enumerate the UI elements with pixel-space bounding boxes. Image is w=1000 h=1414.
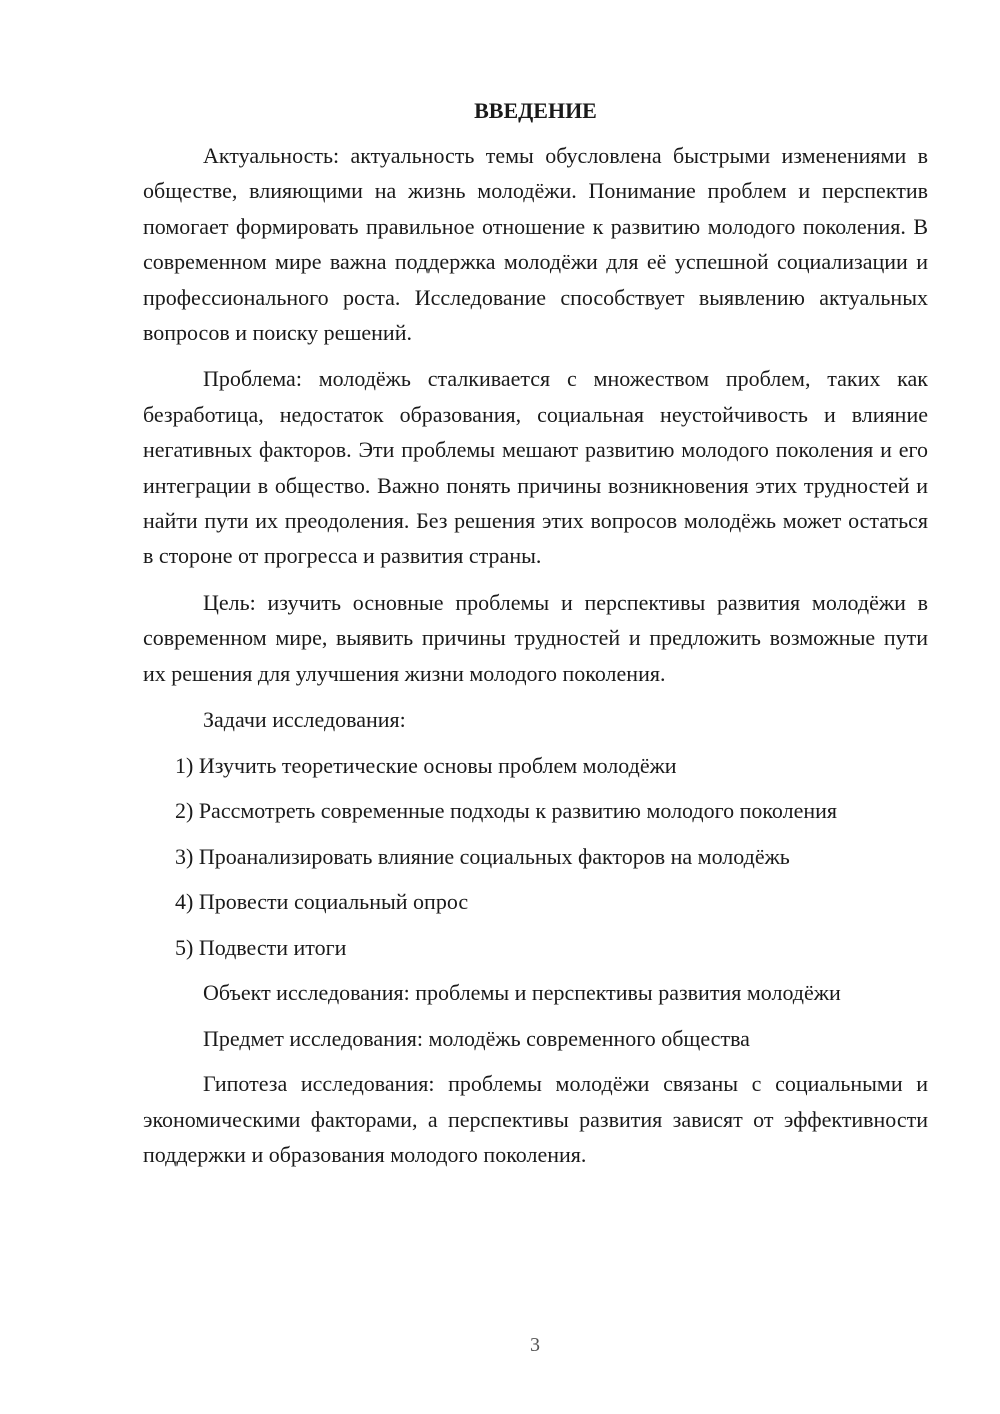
list-item: 2) Рассмотреть современные подходы к развитию молодого поколения [175, 798, 838, 824]
document-title: ВВЕДЕНИЕ [474, 98, 597, 123]
list-item: 3) Проанализировать влияние социальных факторов на молодёжь [175, 843, 790, 869]
list-item: 1) Изучить теоретические основы проблем молодёжи [175, 752, 677, 778]
paragraph-relevance: Актуальность: актуальность темы обусловлена быстрыми изменениями в обществе, влияющими на жизнь молодёжи. Понимание проблем и перспектив помогает формировать правильное отношение к развитию молодого поколения. В современном мире важна поддержка молодёжи для её успешной социализации и профессионального роста. Исследование способствует выявлению актуальных вопросов и поиску решений. [143, 143, 928, 346]
research-subject: Предмет исследования: молодёжь современного общества [203, 1025, 750, 1051]
list-item: 4) Провести социальный опрос [175, 889, 469, 915]
document-page [143, 94, 928, 1183]
paragraph-problem: Проблема: молодёжь сталкивается с множеством проблем, таких как безработица, недостаток образования, социальная неустойчивость и влияние негативных факторов. Эти проблемы мешают развитию молодого поколения и его интеграции в общество. Важно понять причины возникновения этих трудностей и найти пути их преодоления. Без решения этих вопросов молодёжь может остаться в стороне от прогресса и развития страны. [143, 366, 928, 569]
tasks-list [143, 748, 928, 965]
research-object: Объект исследования: проблемы и перспективы развития молодёжи [203, 980, 841, 1006]
paragraph-hypothesis: Гипотеза исследования: проблемы молодёжи связаны с социальными и экономическими факторами, а перспективы развития зависят от эффективности поддержки и образования молодого поколения. [143, 1071, 928, 1167]
tasks-heading: Задачи исследования: [203, 707, 406, 733]
list-item: 5) Подвести итоги [175, 934, 347, 960]
paragraph-goal: Цель: изучить основные проблемы и перспективы развития молодёжи в современном мире, выявить причины трудностей и предложить возможные пути их решения для улучшения жизни молодого поколения. [143, 589, 928, 686]
page-number: 3 [530, 1334, 540, 1356]
